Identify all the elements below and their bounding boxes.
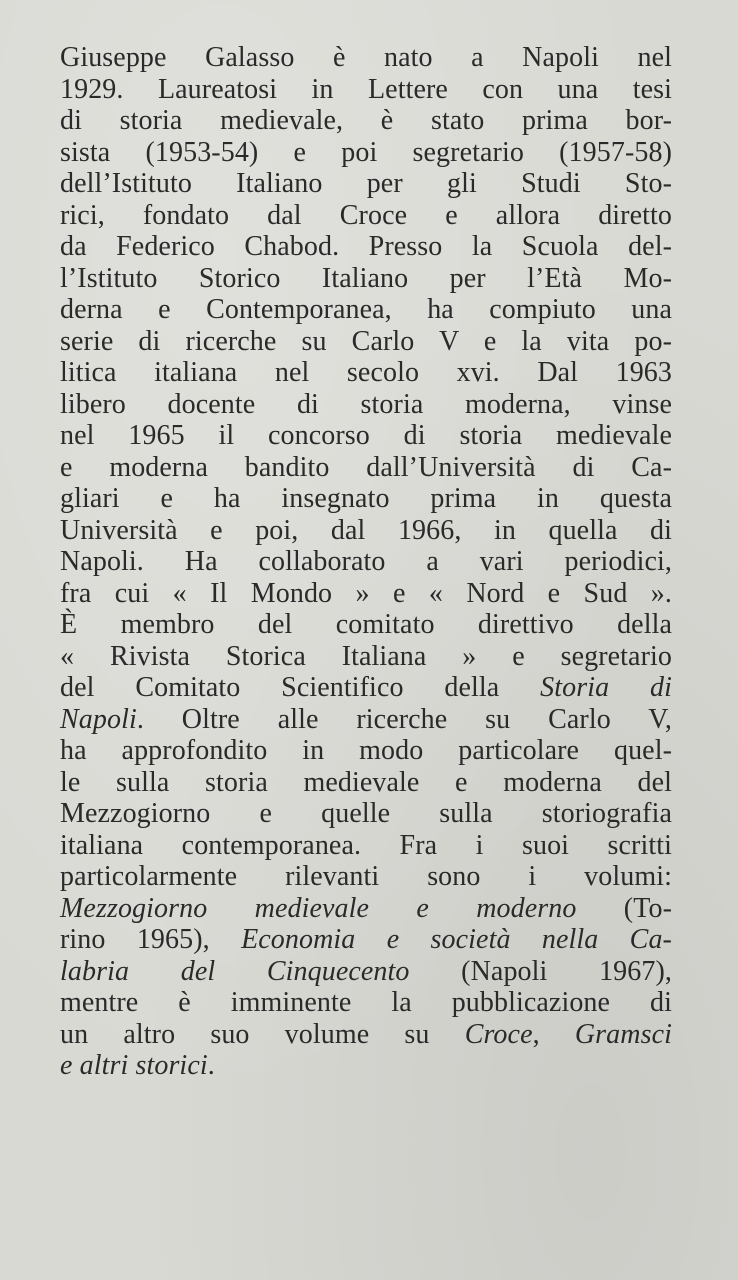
text-run: ha approfondito in modo particolare quel- xyxy=(60,735,672,766)
biography-paragraph xyxy=(60,42,672,1082)
text-run: dell’Istituto Italiano per gli Studi Sto- xyxy=(60,168,672,199)
text-run: . xyxy=(207,1050,215,1081)
text-run: . Oltre alle ricerche su Carlo V, xyxy=(136,703,672,735)
text-line xyxy=(60,263,672,295)
text-run: , xyxy=(532,1018,575,1050)
text-line xyxy=(60,105,672,137)
text-line xyxy=(60,483,672,515)
italic-title: e altri storici xyxy=(60,1050,208,1081)
text-run: (To- xyxy=(576,892,672,924)
text-run: (Napoli 1967), xyxy=(409,955,672,987)
text-line xyxy=(60,987,672,1019)
text-run: mentre è imminente la pubblicazione di xyxy=(60,987,672,1018)
italic-title: Croce xyxy=(464,1018,533,1050)
text-line xyxy=(60,42,672,74)
text-line xyxy=(60,1050,672,1082)
italic-title: labria del Cinquecento xyxy=(60,955,410,987)
text-run: libero docente di storia moderna, vinse xyxy=(60,388,672,420)
text-line xyxy=(60,200,672,232)
text-line xyxy=(60,1019,672,1051)
text-run: serie di ricerche su Carlo V e la vita po- xyxy=(60,325,672,357)
italic-title: Storia di xyxy=(540,672,672,703)
italic-title: Napoli xyxy=(60,703,137,735)
text-run: del Comitato Scientifico della xyxy=(60,672,541,703)
text-line xyxy=(60,956,672,988)
text-run: fra cui « Il Mondo » e « Nord e Sud ». xyxy=(60,577,672,609)
text-run: di storia medievale, è stato prima bor- xyxy=(60,105,672,136)
text-run: derna e Contemporanea, ha compiuto una xyxy=(60,294,672,325)
text-run: da Federico Chabod. Presso la Scuola del- xyxy=(60,231,672,262)
text-run: e moderna bandito dall’Università di Ca- xyxy=(60,451,672,483)
text-line xyxy=(60,74,672,106)
text-line xyxy=(60,326,672,358)
text-run: nel 1965 il concorso di storia medievale xyxy=(60,420,672,451)
text-line xyxy=(60,452,672,484)
text-line xyxy=(60,546,672,578)
text-line xyxy=(60,420,672,452)
text-run: Napoli. Ha collaborato a vari periodici, xyxy=(60,546,672,577)
text-line xyxy=(60,704,672,736)
text-run: 1929. Laureatosi in Lettere con una tesi xyxy=(60,73,672,105)
text-line xyxy=(60,735,672,767)
text-line xyxy=(60,357,672,389)
text-run: Università e poi, dal 1966, in quella di xyxy=(60,514,672,546)
text-run: litica italiana nel secolo xvi. Dal 1963 xyxy=(60,357,672,388)
text-run: « Rivista Storica Italiana » e segretario xyxy=(60,640,672,672)
text-run: rino 1965), xyxy=(60,924,242,955)
text-line xyxy=(60,798,672,830)
italic-title: Mezzogiorno medievale e moderno xyxy=(60,892,577,924)
italic-title: Gramsci xyxy=(574,1018,673,1050)
text-run: le sulla storia medievale e moderna del xyxy=(60,766,672,798)
text-line xyxy=(60,672,672,704)
text-line xyxy=(60,515,672,547)
text-line xyxy=(60,231,672,263)
text-run: italiana contemporanea. Fra i suoi scritti xyxy=(60,829,672,861)
text-run: particolarmente rilevanti sono i volumi: xyxy=(60,861,672,892)
text-run: un altro suo volume su xyxy=(60,1018,465,1050)
text-line xyxy=(60,294,672,326)
text-line xyxy=(60,893,672,925)
text-run: È membro del comitato direttivo della xyxy=(60,609,672,640)
text-line xyxy=(60,137,672,169)
text-run: gliari e ha insegnato prima in questa xyxy=(60,483,672,514)
text-line xyxy=(60,924,672,956)
text-line xyxy=(60,830,672,862)
text-line xyxy=(60,767,672,799)
text-line xyxy=(60,168,672,200)
text-run: rici, fondato dal Croce e allora diretto xyxy=(60,199,672,231)
text-run: Mezzogiorno e quelle sulla storiografia xyxy=(60,798,672,829)
text-line xyxy=(60,641,672,673)
text-line xyxy=(60,578,672,610)
text-line xyxy=(60,389,672,421)
italic-title: Economia e società nella Ca- xyxy=(241,924,672,955)
text-run: l’Istituto Storico Italiano per l’Età Mo- xyxy=(60,262,672,294)
text-run: Giuseppe Galasso è nato a Napoli nel xyxy=(60,42,672,73)
text-line xyxy=(60,609,672,641)
text-line xyxy=(60,861,672,893)
text-run: sista (1953-54) e poi segretario (1957-58) xyxy=(60,136,672,168)
